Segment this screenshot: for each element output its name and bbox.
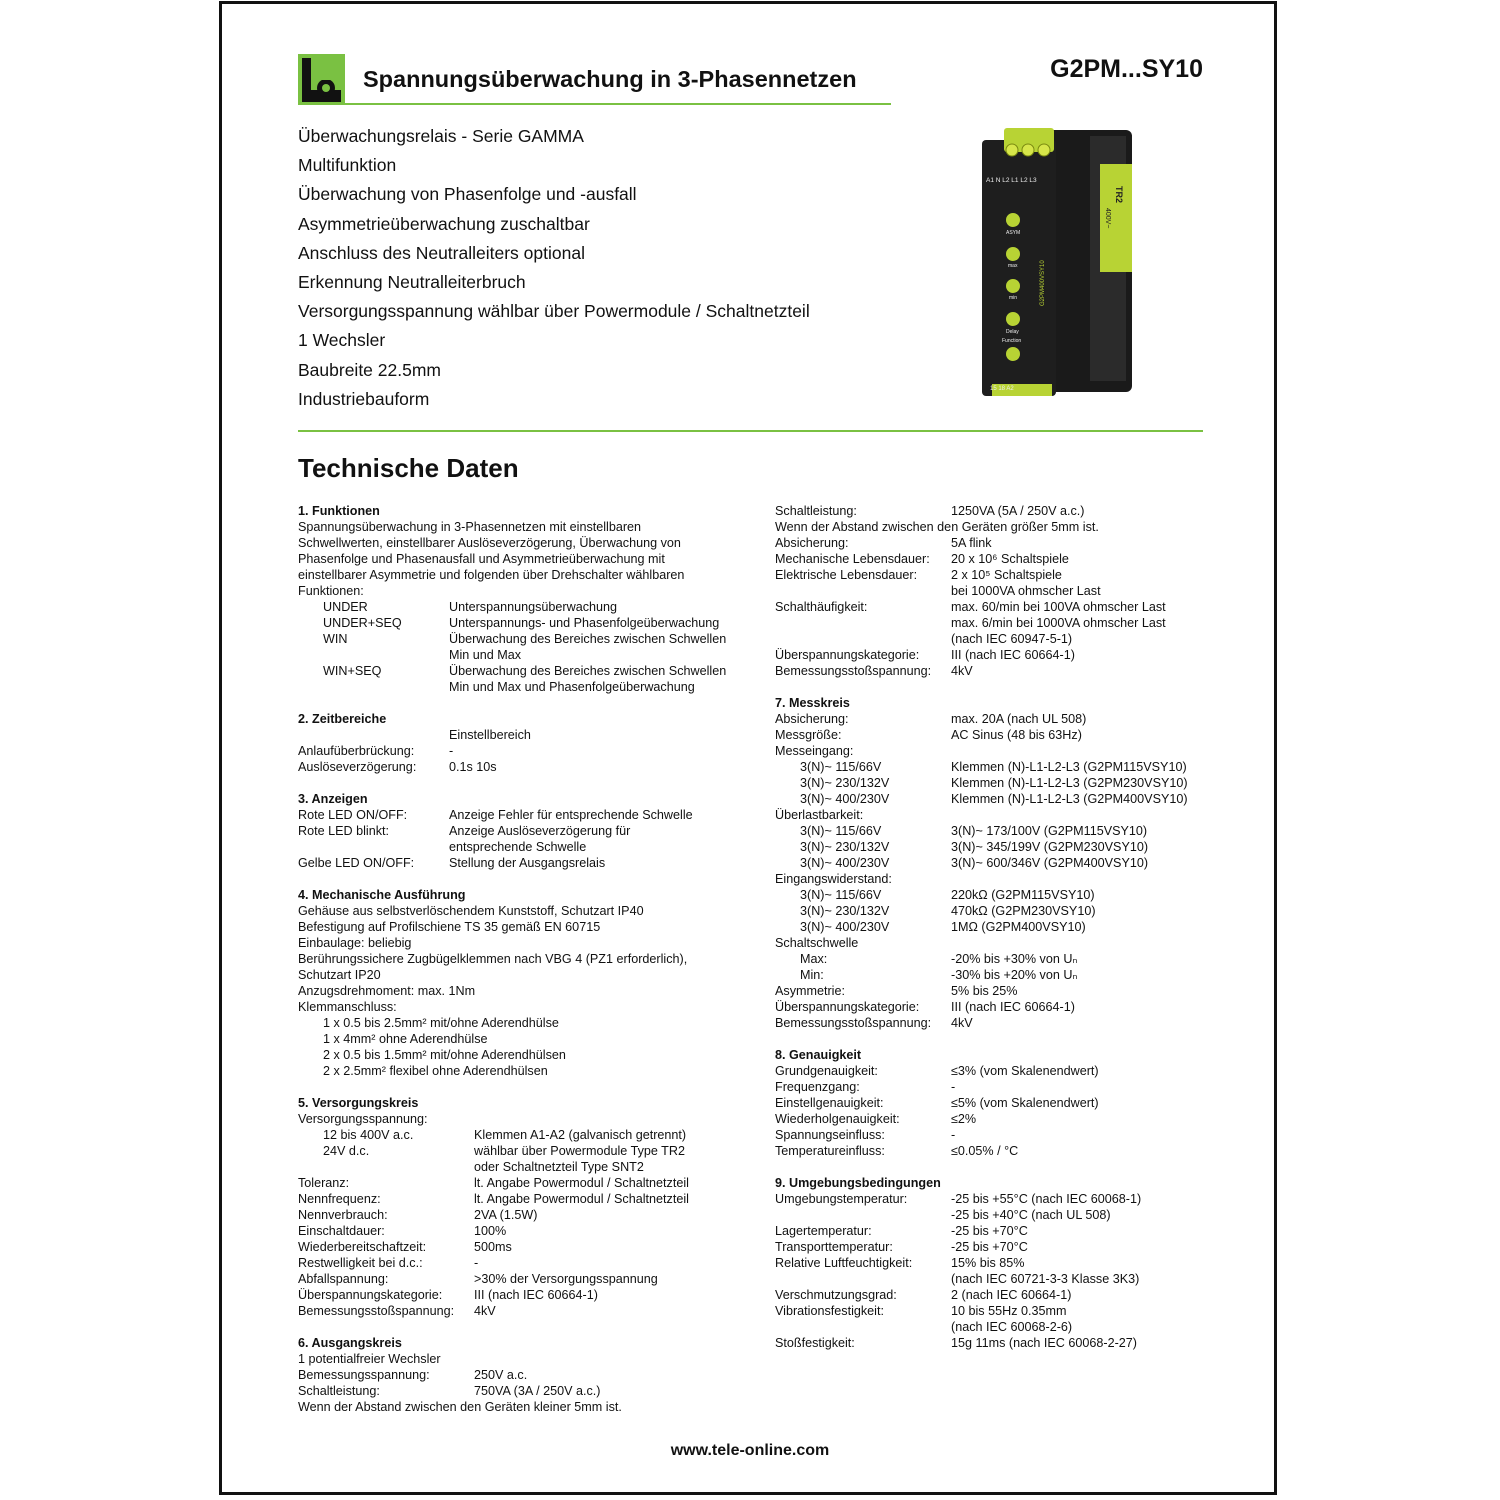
feature-item: Asymmetrieüberwachung zuschaltbar (298, 213, 590, 234)
spec-key: 3(N)~ 115/66V (800, 888, 882, 902)
tech-data-title: Technische Daten (298, 453, 519, 483)
spec-value: Stellung der Ausgangsrelais (449, 856, 606, 870)
knob-label: min (1009, 295, 1018, 301)
spec-value: - (951, 1080, 956, 1094)
spec-key: Frequenzgang: (775, 1080, 860, 1094)
spec-row (775, 775, 1215, 791)
function-value: Unterspannungsüberwachung (449, 600, 618, 614)
spec-row (775, 535, 1215, 551)
spec-value: 10 bis 55Hz 0.35mm (nach IEC 60068-2-6) (951, 1304, 1073, 1334)
spec-value: - (951, 1128, 956, 1142)
footer-url[interactable]: www.tele-online.com (670, 1442, 830, 1459)
feature-item: Versorgungsspannung wählbar über Powermodule / Schaltnetzteil (298, 301, 810, 322)
spec-value: 3(N)~ 173/100V (G2PM115VSY10) (951, 824, 1148, 838)
terminal-item: 2 x 2.5mm² flexibel ohne Aderendhülsen (323, 1064, 548, 1078)
spec-value: Klemmen (N)-L1-L2-L3 (G2PM230VSY10) (951, 776, 1188, 790)
spec-row (775, 1111, 1215, 1127)
spec-value: 470kΩ (G2PM230VSY10) (951, 904, 1096, 918)
spec-value: -25 bis +70°C (951, 1240, 1028, 1254)
spec-row (775, 1015, 1215, 1031)
spec-key: Nennverbrauch: (298, 1208, 388, 1222)
spec-key: Bemessungsstoßspannung: (775, 664, 932, 678)
spec-row (298, 1303, 738, 1319)
spec-row (775, 1079, 1215, 1095)
spec-value: max. 20A (nach UL 508) (951, 712, 1087, 726)
spec-key: Schaltleistung: (775, 504, 857, 518)
spec-value: >30% der Versorgungsspannung (474, 1272, 658, 1286)
function-row (323, 631, 738, 663)
spec-row (298, 743, 738, 759)
spec-row (298, 1175, 738, 1191)
spec-key: Einstellgenauigkeit: (775, 1096, 884, 1110)
spec-value: 500ms (474, 1240, 512, 1254)
spec-value: ≤5% (vom Skalenendwert) (951, 1096, 1099, 1110)
spec-key: Elektrische Lebensdauer: (775, 568, 918, 582)
spec-key: Transporttemperatur: (775, 1240, 893, 1254)
spec-row (775, 1223, 1215, 1239)
feature-list (298, 124, 810, 416)
spec-value: 4kV (951, 664, 973, 678)
feature-item: Überwachung von Phasenfolge und -ausfall (298, 184, 637, 205)
spec-row (298, 807, 738, 823)
function-key: WIN+SEQ (323, 664, 382, 678)
spec-row (298, 855, 738, 871)
spec-row (775, 887, 1215, 903)
spec-row (775, 1335, 1215, 1351)
spec-row (775, 1255, 1215, 1287)
spec-key: Bemessungsstoßspannung: (775, 1016, 932, 1030)
product-image (978, 126, 1138, 406)
function-value: Überwachung des Bereiches zwischen Schwellen Min und Max (449, 632, 727, 662)
section-supply (298, 1095, 738, 1319)
spec-key: Überspannungskategorie: (775, 1000, 920, 1014)
spec-value: 5% bis 25% (951, 984, 1018, 998)
spec-key: Einschaltdauer: (298, 1224, 385, 1238)
spec-row (775, 503, 1215, 519)
tele-logo (298, 54, 345, 105)
spec-row (775, 1287, 1215, 1303)
spec-key: Überspannungskategorie: (298, 1288, 443, 1302)
function-list (298, 599, 738, 695)
terminal-item: 2 x 0.5 bis 1.5mm² mit/ohne Aderendhülsen (323, 1048, 566, 1062)
right-column (775, 503, 1215, 1367)
model-number: G2PM...SY10 (1050, 55, 1203, 83)
header-title: Spannungsüberwachung in 3-Phasennetzen (363, 66, 857, 92)
spec-key: Nennfrequenz: (298, 1192, 381, 1206)
spec-row (775, 647, 1215, 663)
group-label: Eingangswiderstand: (775, 872, 892, 886)
spec-value: 20 x 10⁶ Schaltspiele (951, 552, 1069, 566)
spec-row (775, 1143, 1215, 1159)
spec-key: Verschmutzungsgrad: (775, 1288, 897, 1302)
spec-row (298, 1143, 738, 1175)
spec-value: 220kΩ (G2PM115VSY10) (951, 888, 1095, 902)
spec-key: Temperatureinfluss: (775, 1144, 885, 1158)
function-key: UNDER+SEQ (323, 616, 402, 630)
spec-value: max. 60/min bei 100VA ohmscher Last max. 6/min bei 1000VA ohmscher Last (nach IEC 60947-5-1) (951, 600, 1166, 646)
spec-row (775, 1191, 1215, 1223)
spec-row (298, 1287, 738, 1303)
spec-value: 250V a.c. (474, 1368, 528, 1382)
section-output (298, 1335, 738, 1415)
section-functions (298, 503, 738, 695)
section-accuracy (775, 1047, 1215, 1159)
spec-row (298, 1383, 738, 1399)
spec-value: wählbar über Powermodule Type TR2 oder Schaltnetzteil Type SNT2 (474, 1144, 685, 1174)
spec-value: 3(N)~ 345/199V (G2PM230VSY10) (951, 840, 1149, 854)
spec-key: 3(N)~ 230/132V (800, 840, 890, 854)
spec-key: Max: (800, 952, 828, 966)
spec-value: lt. Angabe Powermodul / Schaltnetzteil (474, 1192, 689, 1206)
knob-label: Delay (1006, 329, 1019, 335)
spec-row (775, 727, 1215, 743)
spec-value: lt. Angabe Powermodul / Schaltnetzteil (474, 1176, 689, 1190)
spec-value: -20% bis +30% von Uₙ (951, 952, 1078, 966)
spec-row (298, 1367, 738, 1383)
spec-value: 2 (nach IEC 60664-1) (951, 1288, 1072, 1302)
spec-row (775, 903, 1215, 919)
spec-key: 24V d.c. (323, 1144, 370, 1158)
module-voltage: 400V~ (1104, 208, 1111, 229)
section-title: 8. Genauigkeit (775, 1048, 862, 1062)
spec-key: Abfallspannung: (298, 1272, 389, 1286)
spec-key: Stoßfestigkeit: (775, 1336, 855, 1350)
spec-row (775, 551, 1215, 567)
spec-value: Anzeige Auslöseverzögerung für entsprechende Schwelle (449, 824, 631, 854)
spec-row (775, 1303, 1215, 1335)
knob-label: Function (1002, 338, 1022, 344)
spec-key: Bemessungsspannung: (298, 1368, 430, 1382)
spec-value: 1MΩ (G2PM400VSY10) (951, 920, 1086, 934)
spec-key: Restwelligkeit bei d.c.: (298, 1256, 423, 1270)
spec-key: Schalthäufigkeit: (775, 600, 868, 614)
spec-value: III (nach IEC 60664-1) (951, 648, 1075, 662)
spec-value: 1250VA (5A / 250V a.c.) (951, 504, 1085, 518)
header-underline (298, 103, 891, 105)
spec-value: ≤0.05% / °C (951, 1144, 1019, 1158)
spec-value: 2 x 10⁵ Schaltspiele bei 1000VA ohmscher Last (951, 568, 1101, 598)
spec-key: Min: (800, 968, 824, 982)
section-title: 5. Versorgungskreis (298, 1096, 419, 1110)
spec-row (775, 1063, 1215, 1079)
spec-row (775, 791, 1215, 807)
spec-key: Absicherung: (775, 536, 849, 550)
function-value: Überwachung des Bereiches zwischen Schwellen Min und Max und Phasenfolgeüberwachung (449, 664, 727, 694)
spec-key: 3(N)~ 400/230V (800, 856, 890, 870)
spec-row (775, 823, 1215, 839)
spec-key: 3(N)~ 230/132V (800, 776, 890, 790)
spec-value: Anzeige Fehler für entsprechende Schwelle (449, 808, 693, 822)
spec-value: ≤3% (vom Skalenendwert) (951, 1064, 1099, 1078)
function-key: UNDER (323, 600, 368, 614)
function-value: Unterspannungs- und Phasenfolgeüberwachung (449, 616, 720, 630)
section-title: 2. Zeitbereiche (298, 712, 387, 726)
spec-value: 100% (474, 1224, 507, 1238)
group-label: Schaltschwelle (775, 936, 859, 950)
output-note: Wenn der Abstand zwischen den Geräten kleiner 5mm ist. (298, 1400, 622, 1414)
feature-item: Überwachungsrelais - Serie GAMMA (298, 126, 584, 146)
spec-value: 3(N)~ 600/346V (G2PM400VSY10) (951, 856, 1149, 870)
spec-key: Umgebungstemperatur: (775, 1192, 908, 1206)
spec-value: 4kV (951, 1016, 973, 1030)
spec-row (775, 567, 1215, 599)
terminal-label: A1 N L2 L1 L2 L3 (986, 177, 1037, 184)
spec-row (298, 1127, 738, 1143)
feature-item: Erkennung Neutralleiterbruch (298, 271, 526, 292)
spec-row (298, 1271, 738, 1287)
section-mechanical (298, 887, 738, 1079)
side-model-label: G2PM400VSY10 (1040, 260, 1046, 306)
feature-item: Industriebauform (298, 388, 430, 409)
spec-value: 2VA (1.5W) (474, 1208, 538, 1222)
spec-key: Wiederholgenauigkeit: (775, 1112, 900, 1126)
supply-subtitle: Versorgungsspannung: (298, 1112, 428, 1126)
spec-key: Messgröße: (775, 728, 842, 742)
feature-item: Anschluss des Neutralleiters optional (298, 242, 585, 263)
section-text: Gehäuse aus selbstverlöschendem Kunststoff, Schutzart IP40 Befestigung auf Profilschiene TS 35 gemäß EN 60715 Einbaulage: beliebig Berührungssichere Zugbügelklemmen nach VBG 4 (PZ1 erforderlich), Schutzart IP20 Anzugsdrehmoment: max. 1Nm Klemmanschluss: (298, 904, 688, 1014)
spec-key: Lagertemperatur: (775, 1224, 872, 1238)
spec-key: Absicherung: (775, 712, 849, 726)
spec-key: 12 bis 400V a.c. (323, 1128, 414, 1142)
section-title: 9. Umgebungsbedingungen (775, 1176, 941, 1190)
spec-row (775, 951, 1215, 967)
spec-row (298, 1255, 738, 1271)
range-hint: Einstellbereich (449, 728, 531, 742)
spec-row (298, 1207, 738, 1223)
function-row (323, 599, 738, 615)
spec-value: - (449, 744, 454, 758)
spec-key: Auslöseverzögerung: (298, 760, 417, 774)
terminal-item: 1 x 4mm² ohne Aderendhülse (323, 1032, 488, 1046)
section-divider (298, 430, 1203, 432)
group-label: Überlastbarkeit: (775, 808, 864, 822)
spec-key: Rote LED blinkt: (298, 824, 389, 838)
section-indicators (298, 791, 738, 871)
spec-value: Klemmen (N)-L1-L2-L3 (G2PM115VSY10) (951, 760, 1187, 774)
spec-key: Vibrationsfestigkeit: (775, 1304, 884, 1318)
section-title: 3. Anzeigen (298, 792, 368, 806)
spec-value: Klemmen (N)-L1-L2-L3 (G2PM400VSY10) (951, 792, 1188, 806)
section-title: 1. Funktionen (298, 504, 380, 518)
spec-row (298, 1239, 738, 1255)
spec-value: ≤2% (951, 1112, 977, 1126)
spec-key: Wiederbereitschaftzeit: (298, 1240, 427, 1254)
spec-key: Anlaufüberbrückung: (298, 744, 415, 758)
spec-key: Spannungseinfluss: (775, 1128, 885, 1142)
spec-row (775, 1095, 1215, 1111)
spec-key: Gelbe LED ON/OFF: (298, 856, 415, 870)
knob-label: max (1008, 263, 1018, 269)
section-title: 6. Ausgangskreis (298, 1336, 402, 1350)
spec-row (298, 1191, 738, 1207)
spec-key: Rote LED ON/OFF: (298, 808, 408, 822)
spec-value: 750VA (3A / 250V a.c.) (474, 1384, 601, 1398)
spec-key: Schaltleistung: (298, 1384, 380, 1398)
function-row (323, 663, 738, 695)
spec-value: Klemmen A1-A2 (galvanisch getrennt) (474, 1128, 687, 1142)
spec-key: Mechanische Lebensdauer: (775, 552, 930, 566)
spec-row (775, 1239, 1215, 1255)
spec-key: Bemessungsstoßspannung: (298, 1304, 455, 1318)
spec-row (775, 999, 1215, 1015)
section-text: Spannungsüberwachung in 3-Phasennetzen mit einstellbaren Schwellwerten, einstellbarer Auslöseverzögerung, Überwachung von Phasenfolge und Phasenausfall und Asymmetrieüberwachung mit einstellbarer Asymmetrie und folgenden über Drehschalter wählbaren Funktionen: (298, 520, 685, 598)
spec-row (298, 759, 738, 775)
section-time-ranges (298, 711, 738, 775)
module-label: TR2 (1114, 186, 1124, 204)
terminal-item: 1 x 0.5 bis 2.5mm² mit/ohne Aderendhülse (323, 1016, 559, 1030)
spec-value: III (nach IEC 60664-1) (951, 1000, 1075, 1014)
spec-row (775, 839, 1215, 855)
spec-row (775, 983, 1215, 999)
spec-value: 5A flink (951, 536, 992, 550)
feature-item: Multifunktion (298, 155, 397, 176)
section-environment (775, 1175, 1215, 1351)
spec-key: Überspannungskategorie: (775, 648, 920, 662)
spec-value: III (nach IEC 60664-1) (474, 1288, 598, 1302)
feature-item: Baubreite 22.5mm (298, 359, 441, 380)
spec-row (775, 919, 1215, 935)
spec-value: AC Sinus (48 bis 63Hz) (951, 728, 1082, 742)
output-line: 1 potentialfreier Wechsler (298, 1352, 441, 1366)
spec-row (775, 759, 1215, 775)
output-note: Wenn der Abstand zwischen den Geräten größer 5mm ist. (775, 520, 1099, 534)
spec-row (775, 1127, 1215, 1143)
spec-key: 3(N)~ 400/230V (800, 920, 890, 934)
spec-value: 15g 11ms (nach IEC 60068-2-27) (951, 1336, 1137, 1350)
spec-key: Toleranz: (298, 1176, 350, 1190)
spec-value: 15% bis 85% (nach IEC 60721-3-3 Klasse 3K3) (951, 1256, 1140, 1286)
spec-value: 0.1s 10s (449, 760, 497, 774)
spec-key: Asymmetrie: (775, 984, 845, 998)
section-measuring (775, 695, 1215, 1031)
spec-row (775, 599, 1215, 647)
left-column (298, 503, 738, 1431)
spec-row (775, 967, 1215, 983)
section-title: 4. Mechanische Ausführung (298, 888, 466, 902)
function-row (323, 615, 738, 631)
spec-value: -25 bis +70°C (951, 1224, 1028, 1238)
function-key: WIN (323, 632, 348, 646)
spec-key: Relative Luftfeuchtigkeit: (775, 1256, 913, 1270)
spec-value: -25 bis +55°C (nach IEC 60068-1) -25 bis +40°C (nach UL 508) (951, 1192, 1142, 1222)
spec-key: 3(N)~ 115/66V (800, 824, 882, 838)
section-output-cont (775, 503, 1215, 679)
spec-row (775, 711, 1215, 727)
spec-key: Grundgenauigkeit: (775, 1064, 878, 1078)
group-label: Messeingang: (775, 744, 854, 758)
spec-row (298, 823, 738, 855)
feature-item: 1 Wechsler (298, 330, 386, 351)
spec-value: - (474, 1256, 479, 1270)
spec-value: 4kV (474, 1304, 496, 1318)
spec-key: 3(N)~ 400/230V (800, 792, 890, 806)
spec-row (775, 663, 1215, 679)
spec-row (775, 855, 1215, 871)
spec-row (298, 1223, 738, 1239)
section-title: 7. Messkreis (775, 696, 850, 710)
spec-key: 3(N)~ 115/66V (800, 760, 882, 774)
knob-label: ASYM (1006, 230, 1021, 236)
spec-value: -30% bis +20% von Uₙ (951, 968, 1078, 982)
spec-key: 3(N)~ 230/132V (800, 904, 890, 918)
terminal-label: 15 18 A2 (990, 386, 1014, 392)
